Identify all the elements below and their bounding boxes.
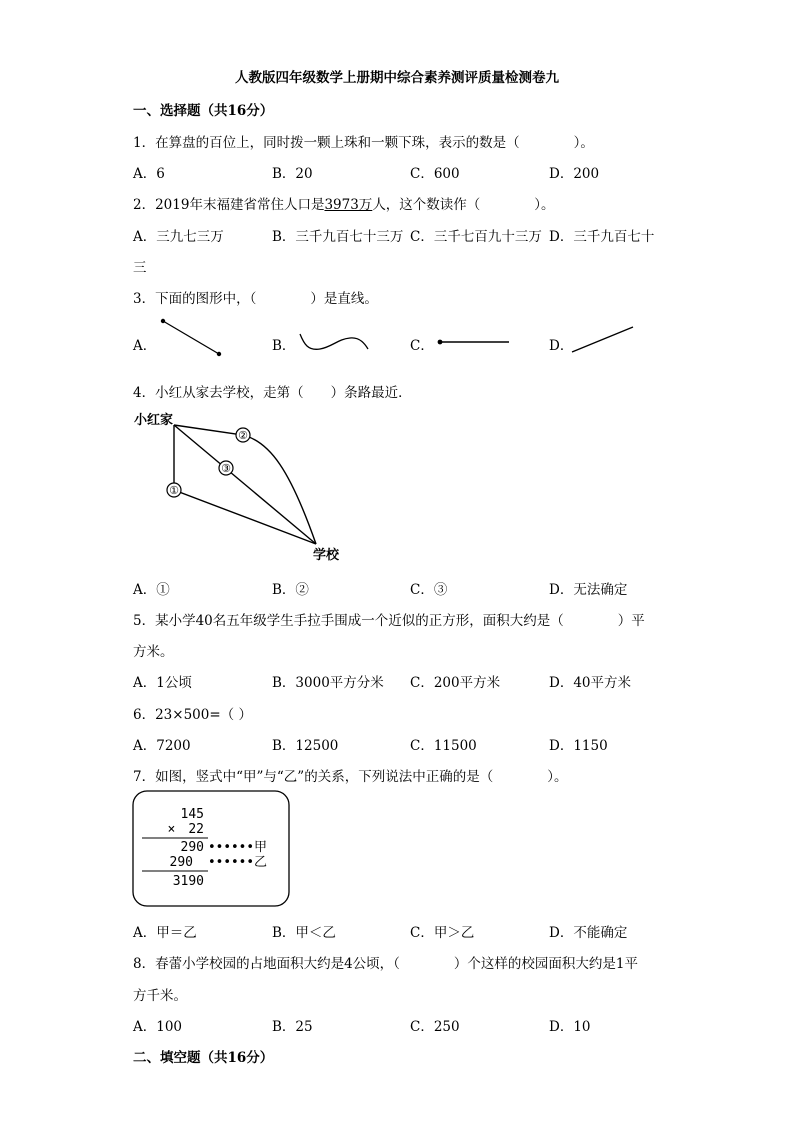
home-label: 小红家 [134, 412, 174, 427]
question-5-stem: 5．某小学40名五年级学生手拉手围成一个近似的正方形，面积大约是（ ）平 [133, 613, 645, 629]
q4-option-b[interactable]: B．② [272, 582, 309, 598]
q8-option-a[interactable]: A．100 [133, 1019, 183, 1035]
q8-option-c[interactable]: C．250 [410, 1019, 460, 1035]
route-3-label: ③ [221, 463, 231, 475]
q5-option-b[interactable]: B．3000平方分米 [272, 675, 384, 691]
final-product: 3190 [172, 874, 204, 889]
partial-product-jia: 290 [180, 840, 204, 855]
question-3-stem: 3．下面的图形中，（ ）是直线。 [133, 291, 378, 307]
route-1-label: ① [169, 485, 179, 497]
question-1-stem: 1．在算盘的百位上，同时拨一颗上珠和一颗下珠，表示的数是（ ）。 [133, 135, 594, 151]
section-heading-choice: 一、选择题（共16分） [133, 103, 274, 119]
q3-option-a[interactable]: A． [133, 338, 157, 354]
q3-option-c[interactable]: C． [410, 338, 434, 354]
section-heading-fill-in: 二、填空题（共16分） [133, 1050, 274, 1066]
q2-option-c[interactable]: C．三千七百九十三万 [410, 229, 542, 245]
q2-option-a[interactable]: A．三九七三万 [133, 229, 224, 245]
q8-option-d[interactable]: D．10 [549, 1019, 591, 1035]
mark-yi: ••••••乙 [208, 855, 268, 870]
q5-option-d[interactable]: D．40平方米 [549, 675, 632, 691]
q7-option-c[interactable]: C．甲＞乙 [410, 925, 475, 941]
q8-option-b[interactable]: B．25 [272, 1019, 313, 1035]
q7-option-d[interactable]: D．不能确定 [549, 925, 628, 941]
q5-option-a[interactable]: A．1公顷 [133, 675, 192, 691]
q3-option-d[interactable]: D． [549, 338, 574, 354]
q6-option-d[interactable]: D．1150 [549, 738, 608, 754]
q5-option-c[interactable]: C．200平方米 [410, 675, 501, 691]
q1-option-d[interactable]: D．200 [549, 166, 600, 182]
question-7-stem: 7．如图，竖式中“甲”与“乙”的关系，下列说法中正确的是（ ）。 [133, 769, 568, 785]
q1-option-b[interactable]: B．20 [272, 166, 313, 182]
q1-option-a[interactable]: A．6 [133, 166, 165, 182]
q4-option-a[interactable]: A．① [133, 582, 170, 598]
partial-product-yi: 290 [169, 855, 193, 870]
q2-option-d-wrap: 三 [133, 260, 147, 276]
question-8-stem-wrap: 方千米。 [133, 988, 187, 1004]
q1-option-c[interactable]: C．600 [410, 166, 460, 182]
question-8-stem: 8．春蕾小学校园的占地面积大约是4公顷，（ ）个这样的校园面积大约是1平 [133, 956, 639, 972]
q6-option-c[interactable]: C．11500 [410, 738, 477, 754]
school-label: 学校 [313, 547, 340, 562]
q6-option-b[interactable]: B．12500 [272, 738, 339, 754]
q4-option-d[interactable]: D．无法确定 [549, 582, 628, 598]
q2-option-b[interactable]: B．三千九百七十三万 [272, 229, 404, 245]
multiplicand: 145 [180, 807, 204, 822]
page-title: 人教版四年级数学上册期中综合素养测评质量检测卷九 [235, 70, 559, 86]
question-2-stem: 2．2019年末福建省常住人口是3973万人，这个数读作（ ）。 [133, 197, 555, 213]
mark-jia: ••••••甲 [208, 840, 268, 855]
q3-option-b[interactable]: B． [272, 338, 296, 354]
q6-option-a[interactable]: A．7200 [133, 738, 191, 754]
multiplier: × 22 [167, 822, 204, 837]
q2-option-d[interactable]: D．三千九百七十 [549, 229, 655, 245]
question-6-stem: 6．23×500=（ ） [133, 707, 252, 723]
q7-option-a[interactable]: A．甲＝乙 [133, 925, 197, 941]
question-5-stem-wrap: 方米。 [133, 644, 174, 660]
route-2-label: ② [238, 430, 248, 442]
question-4-stem: 4．小红从家去学校，走第（ ）条路最近． [133, 385, 412, 401]
q4-option-c[interactable]: C．③ [410, 582, 448, 598]
underlined-number: 3973万 [324, 197, 373, 213]
q7-option-b[interactable]: B．甲＜乙 [272, 925, 336, 941]
